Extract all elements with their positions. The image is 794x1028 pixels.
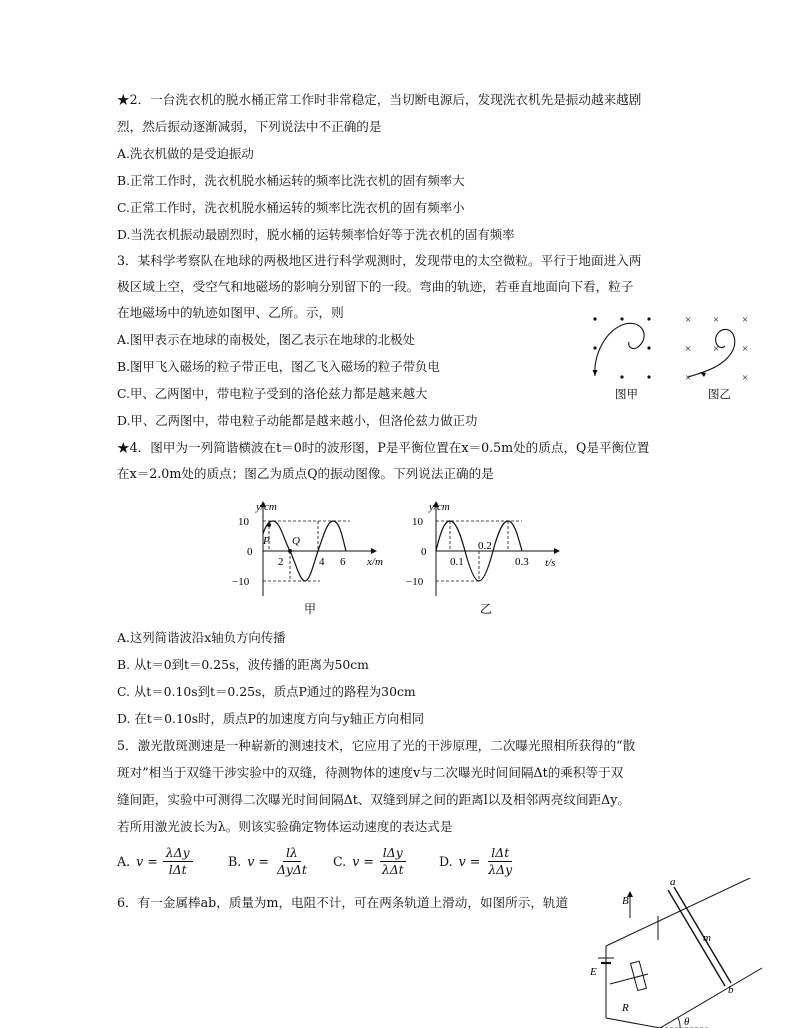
metal-rod-ab (668, 890, 725, 986)
angle-arc (678, 1018, 680, 1028)
fraction (379, 846, 407, 877)
y-tick-10: 10 (238, 516, 249, 528)
q3-stem-line2: 极区域上空，受空气和地磁场的影响分别留下的一段。弯曲的轨迹，若垂直地面向下看，粒子 (117, 279, 634, 294)
q3-magnetic-field-figure (585, 310, 770, 405)
cross-mark: × (685, 314, 692, 326)
denominator: λΔy (488, 861, 513, 877)
cross-mark: × (742, 372, 749, 384)
x-tick-4: 4 (319, 556, 325, 568)
v-equals: v = (458, 853, 481, 869)
fraction (163, 846, 193, 877)
label-theta: θ (684, 1016, 690, 1028)
q4-option-c: C. 从t＝0.10s到t＝0.25s，质点P通过的路程为30cm (117, 684, 416, 699)
label-m: m (703, 932, 711, 944)
v-equals: v = (247, 853, 269, 869)
q4-option-d: D. 在t＝0.10s时，质点P的加速度方向与y轴正方向相同 (117, 711, 425, 726)
cross-mark: × (742, 343, 749, 355)
fraction (485, 846, 515, 877)
q4-wave-graph (228, 488, 388, 618)
label-b-end: b (728, 984, 734, 996)
numerator: lΔt (488, 846, 512, 862)
y-axis-label: y/cm (429, 501, 450, 513)
q6-stem-line1: 6．有一金属棒ab，质量为m，电阻不计，可在两条轨道上滑动，如图所示，轨道 (117, 895, 569, 910)
figure-jia-arrow (593, 370, 598, 376)
label-p: P (263, 535, 270, 547)
cross-mark: × (713, 314, 720, 326)
x-axis-label: t/s (545, 557, 556, 569)
q5-option-d (439, 843, 515, 879)
q5-stem-line4: 若所用激光波长为λ。则该实验确定物体运动速度的表达式是 (117, 819, 453, 834)
cross-mark: × (685, 372, 692, 384)
q4-stem-line2: 在x＝2.0m处的质点；图乙为质点Q的振动图像。下列说法正确的是 (117, 466, 494, 481)
label-e: E (590, 966, 597, 978)
y-tick-10: 10 (412, 516, 423, 528)
q4-option-b: B. 从t＝0到t＝0.25s，波传播的距离为50cm (117, 657, 369, 672)
label-b: B (622, 895, 629, 907)
v-equals: v = (352, 853, 374, 869)
q2-stem-line2: 烈，然后振动逐渐减弱，下列说法中不正确的是 (117, 119, 382, 134)
denominator: ΔyΔt (276, 861, 307, 877)
q4-stem-line1: ★4．图甲为一列简谐横波在t＝0时的波形图，P是平衡位置在x＝0.5m处的质点，Q是平衡位置 (117, 440, 650, 455)
v-equals: v = (136, 853, 158, 869)
x-tick-0.2: 0.2 (478, 540, 492, 552)
y-tick-minus10: −10 (232, 576, 250, 588)
lower-rail (660, 968, 762, 1028)
numerator: λΔy (163, 846, 193, 862)
label-q: Q (292, 535, 300, 547)
denominator: λΔt (381, 861, 404, 877)
figure-yi-arrow (700, 372, 706, 377)
x-tick-0.3: 0.3 (515, 556, 529, 568)
q2-option-c: C.正常工作时，洗衣机脱水桶运转的频率比洗衣机的固有频率小 (117, 200, 465, 215)
figure-jia-dots (593, 317, 650, 378)
q3-stem-line1: 3．某科学考察队在地球的两极地区进行科学观测时，发现带电的太空微粒。平行于地面进入两 (117, 253, 642, 268)
point-q (288, 549, 292, 553)
x-tick-6: 6 (340, 556, 346, 568)
q3-option-b: B.图甲飞入磁场的粒子带正电，图乙飞入磁场的粒子带负电 (117, 359, 440, 374)
bottom-wire (606, 1018, 660, 1028)
q3-option-d: D.甲、乙两图中，带电粒子动能都是越来越小，但洛伦兹力做正功 (117, 413, 478, 428)
x-tick-2: 2 (278, 556, 284, 568)
graph-caption-yi: 乙 (480, 602, 493, 616)
q5-option-a (117, 843, 193, 879)
q3-option-a: A.图甲表示在地球的南极处，图乙表示在地球的北极处 (117, 332, 415, 347)
y-tick-0: 0 (421, 546, 427, 558)
numerator: lλ (283, 846, 301, 862)
q3-option-c: C.甲、乙两图中，带电粒子受到的洛伦兹力都是越来越大 (117, 386, 428, 401)
q4-option-a: A.这列简谐波沿x轴负方向传播 (117, 630, 286, 645)
denominator: lΔt (168, 861, 187, 877)
q5-stem-line1: 5．激光散斑测速是一种崭新的测速技术，它应用了光的干涉原理，二次曝光照相所获得的“散 (117, 738, 636, 753)
option-label: B. (228, 853, 242, 869)
q3-stem-line3: 在地磁场中的轨迹如图甲、乙所。示，则 (117, 305, 344, 320)
figure-jia-trajectory (595, 323, 644, 376)
rheostat-slider (610, 974, 648, 984)
q2-stem-line1: ★2．一台洗衣机的脱水桶正常工作时非常稳定，当切断电源后，发现洗衣机先是振动越来越剧 (117, 92, 642, 107)
label-r: R (622, 1002, 629, 1014)
q2-option-d: D.当洗衣机振动最剧烈时，脱水桶的运转频率恰好等于洗衣机的固有频率 (117, 227, 515, 242)
cross-mark: × (742, 314, 749, 326)
figure-yi-trajectory (688, 329, 735, 377)
q2-option-a: A.洗衣机做的是受迫振动 (117, 146, 254, 161)
figure-jia-label: 图甲 (615, 389, 638, 401)
option-label: A. (117, 853, 131, 869)
y-tick-minus10: −10 (406, 576, 424, 588)
cross-mark: × (713, 343, 720, 355)
x-axis-label: x/m (367, 556, 383, 568)
y-tick-0: 0 (247, 546, 253, 558)
q5-option-b (228, 843, 310, 879)
fraction (274, 846, 310, 877)
label-a: a (670, 878, 676, 888)
option-label: D. (439, 853, 453, 869)
cross-mark: × (685, 343, 692, 355)
graph-caption-jia: 甲 (304, 602, 317, 616)
option-label: C. (333, 853, 347, 869)
upper-rail (606, 878, 750, 946)
point-p (267, 523, 271, 527)
q5-stem-line2: 斑对”相当于双缝干涉实验中的双缝，待测物体的速度v与二次曝光时间间隔Δt的乘积等于双 (117, 765, 624, 780)
q6-rail-figure (590, 878, 790, 1028)
q5-stem-line3: 缝间距，实验中可测得二次曝光时间间隔Δt、双缝到屏之间的距离l以及相邻两亮纹间距Δy。 (117, 792, 630, 807)
figure-yi-label: 图乙 (708, 389, 731, 401)
q2-option-b: B.正常工作时，洗衣机脱水桶运转的频率比洗衣机的固有频率大 (117, 173, 465, 188)
x-tick-0.1: 0.1 (450, 556, 464, 568)
q5-option-c (333, 843, 407, 879)
numerator: lΔy (380, 846, 406, 862)
q4-vibration-graph (404, 488, 574, 618)
y-axis-label: y/cm (256, 501, 277, 513)
figure-yi-crosses (685, 314, 748, 384)
resistor-r (631, 961, 647, 990)
